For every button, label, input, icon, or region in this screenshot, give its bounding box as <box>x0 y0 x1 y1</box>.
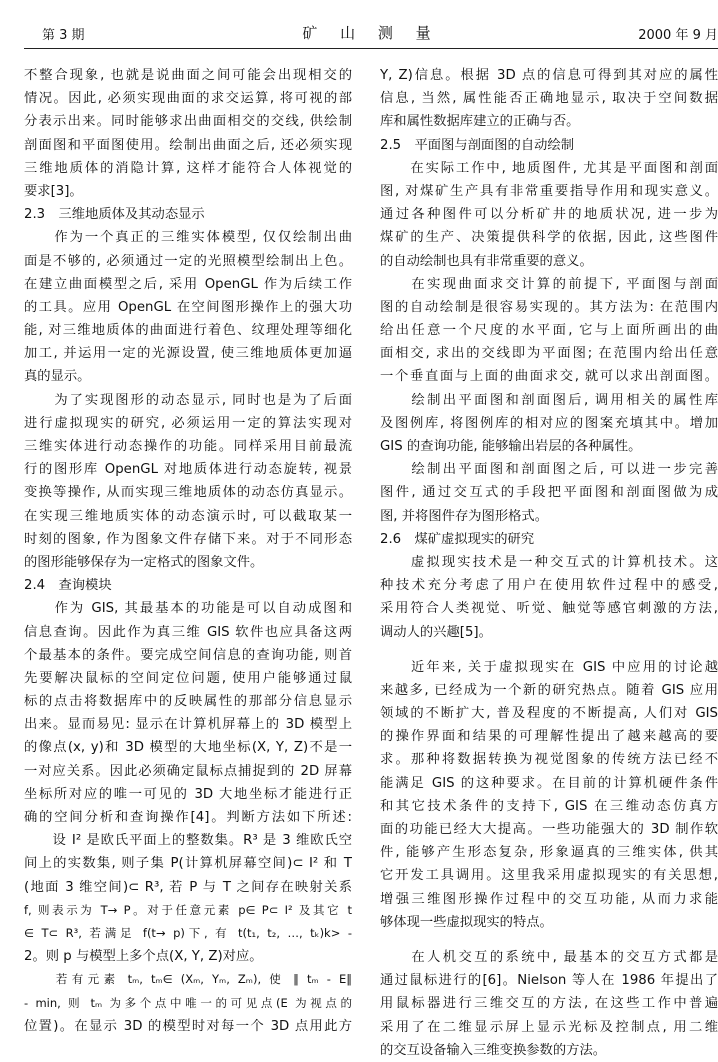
text-line: 时刻的图象, 作为图象文件存储下来。对于不同形态 <box>24 531 352 547</box>
text-line: 在建立曲面模型之后, 采用 OpenGL 作为后续工作 <box>24 276 352 292</box>
right-column <box>380 64 718 1062</box>
text-line: 先要解决鼠标的空间定位问题, 使用户能够通过鼠 <box>24 670 352 686</box>
text-line: 在实际工作中, 地质图件, 尤其是平面图和剖面 <box>380 160 718 176</box>
text-line: 图, 并将图件存为图形格式。 <box>380 508 549 524</box>
text-line: 采用了在二维显示屏上显示光标及控制点, 用二维 <box>380 1019 718 1035</box>
text-line: 间上的实数集, 则子集 P(计算机屏幕空间)⊂ I² 和 T <box>24 856 352 872</box>
issue-number: 第 3 期 <box>42 28 85 43</box>
text-line: 不整合现象, 也就是说曲面之间可能会出现相交的 <box>24 68 352 83</box>
text-line: 它开发工具调用。这里我采用虚拟现实的有关思想, <box>380 868 718 884</box>
text-line: 设 I² 是欧氏平面上的整数集。R³ 是 3 维欧氏空 <box>24 833 352 849</box>
text-line: 库和属性数据库建立的正确与否。 <box>380 114 580 130</box>
text-line: 增强三维图形操作过程中的交互功能, 从而力求能 <box>380 891 718 907</box>
text-line: (地面 3 维空间)⊂ R³, 若 P 与 T 之间存在映射关系 <box>24 879 352 895</box>
text-line: Y, Z)信息。根据 3D 点的信息可得到其对应的属性 <box>380 68 718 83</box>
text-line: 煤矿的生产、决策提供科学的依据, 因此, 这些图件 <box>380 230 718 246</box>
text-line: 分表示出来。同时能够求出曲面相交的交线, 供绘制 <box>24 114 352 130</box>
text-line: 确的空间分析和查询操作[4]。判断方法如下所述: <box>24 810 352 825</box>
text-line: 领域的不断扩大, 普及程度的不断提高, 人们对 GIS <box>380 706 718 722</box>
text-line: 绘制出平面图和剖面图后, 调用相关的属性库 <box>380 392 718 408</box>
text-line: 要求[3]。 <box>24 183 83 199</box>
text-line: 的工具。应用 OpenGL 在空间图形操作上的强大功 <box>24 299 352 315</box>
text-line: 件, 能够产生形态复杂, 形象逼真的三维实体, 供其 <box>380 845 718 861</box>
text-line: 加工, 并运用一定的光源设置, 使三维地质体更加逼 <box>24 346 352 362</box>
text-line: 出来。显而易见: 显示在计算机屏幕上的 3D 模型上 <box>24 717 352 733</box>
section-heading: 2.4 查询模块 <box>24 578 112 594</box>
paragraph-spacer <box>380 644 718 656</box>
text-line: 能满足 GIS 的这种要求。在目前的计算机硬件条件 <box>380 775 718 791</box>
text-line: 信息, 当然, 属性能否正确地显示, 取决于空间数据 <box>380 91 718 107</box>
section-heading: 2.6 煤矿虚拟现实的研究 <box>380 531 535 547</box>
text-line: 真的显示。 <box>24 369 91 385</box>
text-line: 和其它技术条件的支持下, GIS 在三维动态仿真方 <box>380 798 718 814</box>
text-line: 调动人的兴趣[5]。 <box>380 624 492 640</box>
text-line: 用鼠标器进行三维交互的方法, 在这些工作中普遍 <box>380 996 718 1012</box>
text-line: 的操作界面和结果的可理解性提出了越来越高的要 <box>380 729 718 745</box>
journal-title: 矿 山 测 量 <box>302 24 440 42</box>
text-line: 的图形能够保存为一定格式的图象文件。 <box>24 554 264 570</box>
text-line: 虚拟现实技术是一种交互式的计算机技术。这 <box>380 554 718 570</box>
text-line: 及图例库, 将图例库的相对应的图案充填其中。增加 <box>380 415 718 431</box>
left-column <box>24 64 352 1038</box>
text-line: 在实现三维地质实体的动态演示时, 可以截取某一 <box>24 508 352 524</box>
text-line: 图的自动绘制是很容易实现的。其方法为: 在范围内 <box>380 299 718 315</box>
text-line: 的交互设备输入三维变换参数的方法。 <box>380 1042 607 1058</box>
text-line: 标的点击将数据库中的反映属性的那部分信息显示 <box>24 694 352 710</box>
text-line: 面的功能已经大大提高。一些功能强大的 3D 制作软 <box>380 822 718 837</box>
text-line: 进行虚拟现实的研究, 必须运用一定的算法实现对 <box>24 415 352 431</box>
text-line: 图, 对煤矿生产具有非常重要指导作用和现实意义。 <box>380 183 718 199</box>
text-line: 绘制出平面图和剖面图之后, 可以进一步完善 <box>380 462 718 478</box>
text-line: 作为一个真正的三维实体模型, 仅仅绘制出曲 <box>24 230 352 246</box>
section-heading: 2.5 平面图与剖面图的自动绘制 <box>380 137 575 153</box>
text-line: 若有元素 tₘ, tₘ∈ (Xₘ, Yₘ, Zₘ), 使 ‖ tₘ - E‖ <box>24 972 352 987</box>
text-line: 通过鼠标进行的[6]。Nielson 等人在 1986 年提出了 <box>380 973 718 989</box>
text-line: 在人机交互的系统中, 最基本的交互方式都是 <box>380 949 718 965</box>
text-line: 能, 对三维地质体的曲面进行着色、纹理处理等细化 <box>24 323 352 339</box>
text-line: 个最基本的条件。要完成空间信息的查询功能, 则首 <box>24 647 352 663</box>
text-line: 作为 GIS, 其最基本的功能是可以自动成图和 <box>24 601 352 617</box>
text-line: 在实现曲面求交计算的前提下, 平面图与剖面 <box>380 276 718 292</box>
text-line: 采用符合人类视觉、听觉、触觉等感官刺激的方法, <box>380 601 718 617</box>
text-line: 剖面图和平面图使用。绘制出曲面之后, 还必须实现 <box>24 137 352 153</box>
text-line: 三维地质体的消隐计算, 这样才能符合人体视觉的 <box>24 160 352 176</box>
text-line: 信息查询。因此作为真三维 GIS 软件也应具备这两 <box>24 624 352 640</box>
text-line: 行的图形库 OpenGL 对地质体进行动态旋转, 视景 <box>24 462 352 478</box>
text-line: 来越多, 已经成为一个新的研究热点。随着 GIS 应用 <box>380 682 718 698</box>
text-line: 为了实现图形的动态显示, 同时也是为了后面 <box>24 392 352 408</box>
text-line: 近年来, 关于虚拟现实在 GIS 中应用的讨论越 <box>380 659 718 675</box>
paragraph-spacer <box>380 934 718 946</box>
text-line: - min, 则 tₘ 为多个点中唯一的可见点(E 为视点的 <box>24 995 352 1010</box>
text-line: 给出任意一个尺度的水平面, 它与上面所画出的曲 <box>380 323 718 339</box>
running-header <box>24 18 718 49</box>
text-line: 求。那种将数据转换为视觉图象的传统方法已经不 <box>380 752 718 768</box>
text-line: GIS 的查询功能, 能够输出岩层的各种属性。 <box>380 439 642 454</box>
text-line: 图件, 通过交互式的手段把平面图和剖面图做为成 <box>380 485 718 501</box>
text-line: f, 则表示为 T→ P。对于任意元素 p∈ P⊂ I² 及其它 t <box>24 902 352 917</box>
publication-date: 2000 年 9 月 <box>638 28 718 43</box>
section-heading: 2.3 三维地质体及其动态显示 <box>24 207 205 223</box>
text-line: 通过各种图件可以分析矿井的地质状况, 进一步为 <box>380 207 718 223</box>
text-line: 变换等操作, 从而实现三维地质体的动态仿真显示。 <box>24 485 352 501</box>
text-line: 够体现一些虚拟现实的特点。 <box>380 914 553 930</box>
text-line: 情况。因此, 必须实现曲面的求交运算, 将可视的部 <box>24 91 352 107</box>
text-line: 三维实体进行动态操作的功能。同样采用目前最流 <box>24 439 352 454</box>
text-line: 的自动绘制也具有非常重要的意义。 <box>380 253 593 269</box>
text-line: 种技术充分考虑了用户在使用软件过程中的感受, <box>380 578 718 594</box>
text-line: 一对应关系。因此必须确定鼠标点捕捉到的 2D 屏幕 <box>24 763 352 779</box>
text-line: 的像点(x, y)和 3D 模型的大地坐标(X, Y, Z)不是一 <box>24 740 352 756</box>
text-line: 坐标所对应的唯一可见的 3D 大地坐标才能进行正 <box>24 786 352 802</box>
text-line: ∈ T⊂ R³, 若满足 f(t→ p)下, 有 t(t₁, t₂, …, tₖ)k> - <box>24 925 352 940</box>
text-line: 位置)。在显示 3D 的模型时对每一个 3D 点用此方 <box>24 1018 352 1034</box>
text-line: 面是不够的, 必须通过一定的光照模型绘制出上色。 <box>24 253 352 269</box>
text-line: 2。则 p 与模型上多个点(X, Y, Z)对应。 <box>24 949 263 965</box>
text-line: 一个垂直面与上面的曲面求交, 就可以求出剖面图。 <box>380 369 718 385</box>
text-line: 面相交, 求出的交线即为平面图; 在范围内给出任意 <box>380 346 718 362</box>
